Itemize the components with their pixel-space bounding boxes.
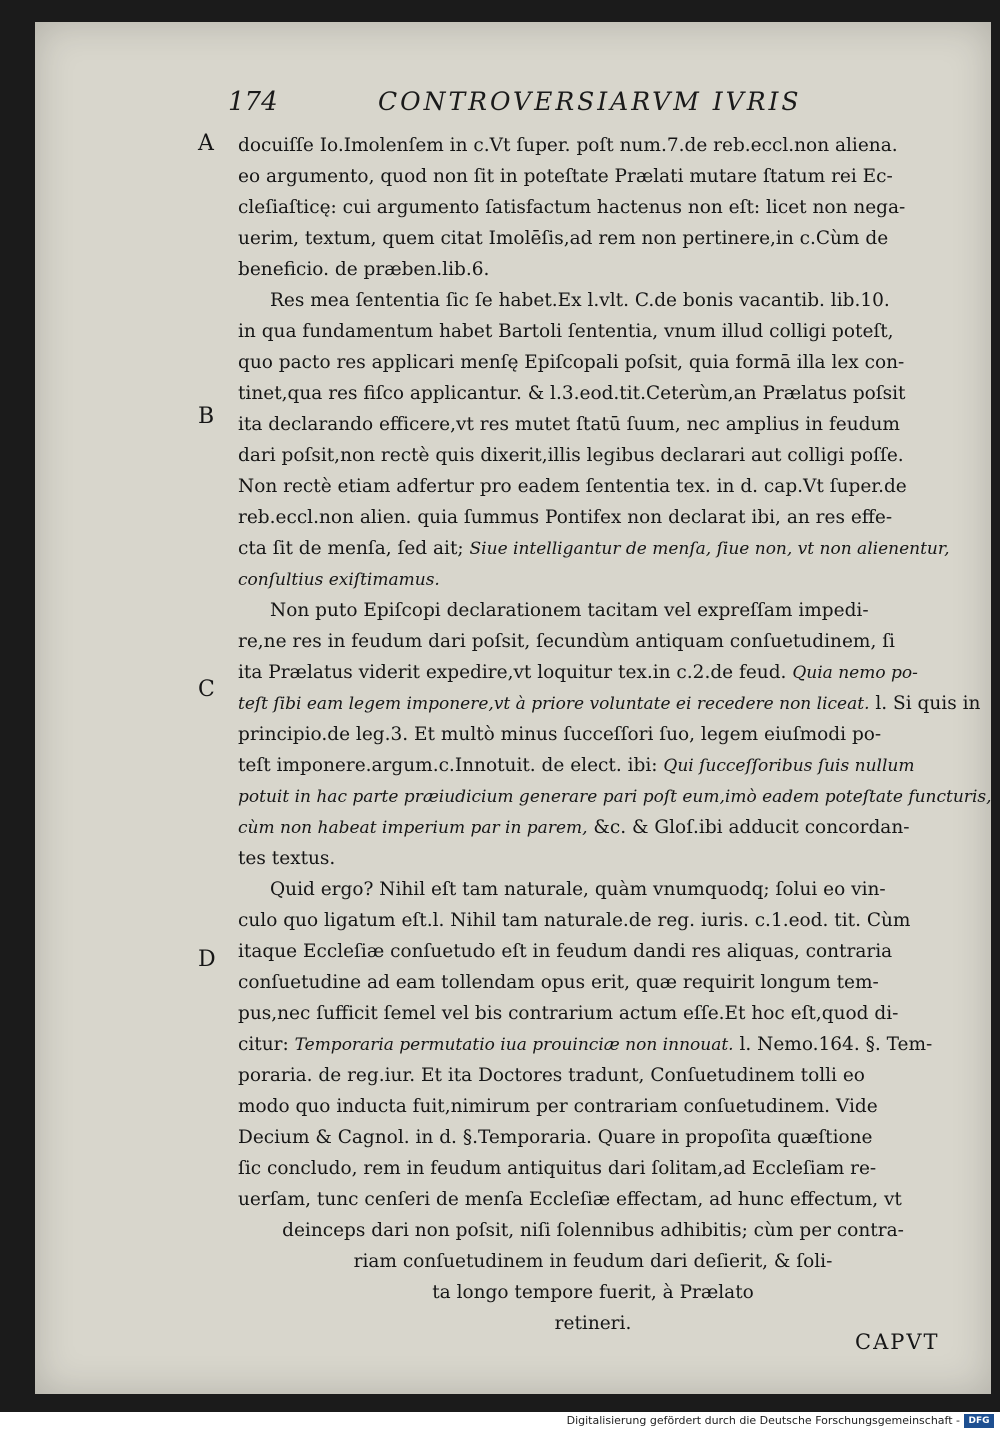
italic-quotation: potuit in hac parte præiudicium generare pari poſt eum,imò eadem poteſtate functuris, (238, 787, 992, 807)
text-line: Res mea ſententia ſic ſe habet.Ex l.vlt. C.de bonis vacantib. lib.10. (270, 290, 890, 311)
margin-marker-a: A (198, 131, 214, 156)
text-line: dari poſsit,non rectè quis dixerit,illis legibus declarari aut colligi poſſe. (238, 445, 904, 466)
text-line: reb.eccl.non alien. quia ſummus Pontifex non declarat ibi, an res effe- (238, 507, 893, 528)
text-line (238, 689, 981, 719)
running-head: CONTROVERSIARVM IVRIS (378, 87, 802, 116)
text-line: Decium & Cagnol. in d. §.Temporaria. Quare in propoſita quæſtione (238, 1127, 873, 1148)
digitization-footer (0, 1412, 1000, 1432)
text-line: itaque Eccleſiæ conſuetudo eſt in feudum dandi res aliquas, contraria (238, 941, 893, 962)
footer-credit: Digitalisierung gefördert durch die Deutsche Forschungsgemeinschaft - (566, 1414, 960, 1427)
margin-marker-b: B (198, 404, 215, 429)
text-line: cleſiaſticę: cui argumento ſatisfactum hactenus non eſt: licet non nega- (238, 197, 906, 218)
catchword: CAPVT (855, 1330, 940, 1354)
italic-quotation: Siue intelligantur de menſa, ſiue non, vt non alienentur, (469, 539, 950, 559)
italic-quotation: conſultius exiſtimamus. (238, 570, 440, 590)
italic-quotation: teſt ſibi eam legem imponere,vt à priore voluntate ei recedere non liceat. (238, 694, 870, 714)
text-line (238, 751, 948, 781)
text-segment: ita Prælatus viderit expedire,vt loquitur tex.in c.2.de feud. (238, 662, 787, 683)
text-line (238, 658, 948, 688)
margin-marker-d: D (198, 947, 216, 972)
text-line: quo pacto res applicari menſę Epiſcopali poſsit, quia formā illa lex con- (238, 352, 905, 373)
margin-marker-c: C (198, 677, 215, 702)
text-segment: l. Nemo.164. §. Tem- (739, 1034, 933, 1055)
text-line (238, 534, 948, 564)
text-segment: teſt imponere.argum.c.Innotuit. de elect. ibi: (238, 755, 658, 776)
text-line: ſic concludo, rem in feudum antiquitus dari ſolitam,ad Eccleſiam re- (238, 1158, 877, 1179)
text-line: tinet,qua res fiſco applicantur. & l.3.eod.tit.Ceterùm,an Prælatus poſsit (238, 383, 906, 404)
dfg-logo: DFG (964, 1414, 994, 1428)
page-number: 174 (228, 87, 278, 117)
text-line: principio.de leg.3. Et multò minus ſucceſſori ſuo, legem eiuſmodi po- (238, 724, 882, 745)
text-line (238, 1030, 948, 1060)
text-line-centered: ta longo tempore fuerit, à Prælato (432, 1282, 754, 1303)
text-line: beneficio. de præben.lib.6. (238, 259, 490, 280)
text-line: eo argumento, quod non ſit in poteſtate Prælati mutare ſtatum rei Ec- (238, 166, 893, 187)
italic-quotation: cùm non habeat imperium par in parem, (238, 818, 588, 838)
text-line: uerim, textum, quem citat Imolēſis,ad rem non pertinere,in c.Cùm de (238, 228, 889, 249)
text-line-centered: retineri. (554, 1313, 632, 1334)
text-line: pus,nec ſufficit ſemel vel bis contrarium actum eſſe.Et hoc eſt,quod di- (238, 1003, 899, 1024)
italic-quotation: Quia nemo po- (792, 663, 918, 683)
text-line: in qua fundamentum habet Bartoli ſententia, vnum illud colligi poteſt, (238, 321, 894, 342)
text-line: Quid ergo? Nihil eſt tam naturale, quàm vnumquodq; ſolui eo vin- (270, 879, 886, 900)
text-segment: l. Si quis in (875, 693, 981, 714)
text-line-centered: deinceps dari non poſsit, niſi ſolennibus adhibitis; cùm per contra- (282, 1220, 904, 1241)
text-line (238, 565, 948, 595)
text-segment: cta ſit de menſa, ſed ait; (238, 538, 464, 559)
text-line: docuiſſe Io.Imolenſem in c.Vt ſuper. poſt num.7.de reb.eccl.non aliena. (238, 135, 898, 156)
text-line: ita declarando efficere,vt res mutet ſtatū ſuum, nec amplius in feudum (238, 414, 900, 435)
text-line: Non rectè etiam adfertur pro eadem ſententia tex. in d. cap.Vt ſuper.de (238, 476, 907, 497)
text-line: modo quo inducta fuit,nimirum per contrariam conſuetudinem. Vide (238, 1096, 878, 1117)
text-line: re,ne res in feudum dari poſsit, ſecundùm antiquam conſuetudinem, ſi (238, 631, 895, 652)
italic-quotation: Temporaria permutatio iua prouinciæ non innouat. (294, 1035, 734, 1055)
text-line-centered: riam conſuetudinem in feudum dari deſierit, & ſoli- (353, 1251, 833, 1272)
text-segment: &c. & Gloſ.ibi adducit concordan- (593, 817, 910, 838)
text-line: uerſam, tunc cenſeri de menſa Eccleſiæ effectam, ad hunc effectum, vt (238, 1189, 902, 1210)
text-line: poraria. de reg.iur. Et ita Doctores tradunt, Conſuetudinem tolli eo (238, 1065, 865, 1086)
text-line: tes textus. (238, 848, 336, 869)
text-segment: citur: (238, 1034, 289, 1055)
text-line: Non puto Epiſcopi declarationem tacitam vel expreſſam impedi- (270, 600, 869, 621)
text-line (238, 782, 992, 812)
text-line: conſuetudine ad eam tollendam opus erit, quæ requirit longum tem- (238, 972, 879, 993)
text-line: culo quo ligatum eſt.l. Nihil tam naturale.de reg. iuris. c.1.eod. tit. Cùm (238, 910, 911, 931)
italic-quotation: Qui ſucceſſoribus ſuis nullum (663, 756, 915, 776)
text-line (238, 813, 948, 843)
